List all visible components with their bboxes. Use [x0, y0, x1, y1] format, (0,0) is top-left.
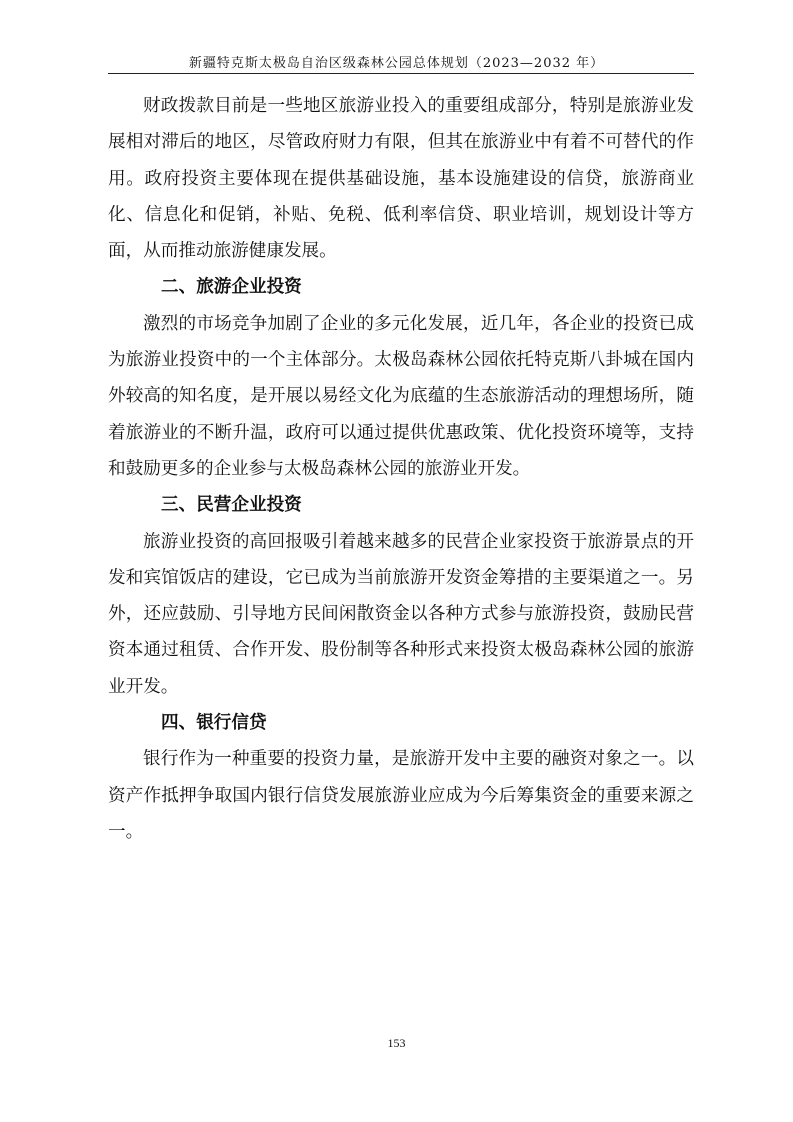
page-number: 153: [387, 1036, 406, 1050]
paragraph-private-investment: 旅游业投资的高回报吸引着越来越多的民营企业家投资于旅游景点的开发和宾馆饭店的建设，它已成为当前旅游开发资金筹措的主要渠道之一。另外，还应鼓励、引导地方民间闲散资金以各种方式参与旅游投资，鼓励民营资本通过租赁、合作开发、股份制等各种形式来投资太极岛森林公园的旅游业开发。: [108, 531, 694, 697]
paragraph-enterprise-investment: 激烈的市场竞争加剧了企业的多元化发展，近几年，各企业的投资已成为旅游业投资中的一个主体部分。太极岛森林公园依托特克斯八卦城在国内外较高的知名度，是开展以易经文化为底蕴的生态旅游活动的理想场所，随着旅游业的不断升温，政府可以通过提供优惠政策、优化投资环境等，支持和鼓励更多的企业参与太极岛森林公园的旅游业开发。: [108, 313, 694, 479]
page-body: [108, 88, 694, 850]
paragraph-government-funding: 财政拨款目前是一些地区旅游业投入的重要组成部分，特别是旅游业发展相对滞后的地区，尽管政府财力有限，但其在旅游业中有着不可替代的作用。政府投资主要体现在提供基础设施，基本设施建设的信贷，旅游商业化、信息化和促销，补贴、免税、低利率信贷、职业培训，规划设计等方面，从而推动旅游健康发展。: [108, 96, 694, 262]
paragraph-bank-credit: 银行作为一种重要的投资力量，是旅游开发中主要的融资对象之一。以资产作抵押争取国内银行信贷发展旅游业应成为今后筹集资金的重要来源之一。: [108, 749, 694, 842]
heading-private-investment: 三、民营企业投资: [161, 495, 302, 516]
running-header: 新疆特克斯太极岛自治区级森林公园总体规划（2023—2032 年）: [188, 56, 605, 71]
heading-enterprise-investment: 二、旅游企业投资: [161, 277, 302, 298]
heading-bank-credit: 四、银行信贷: [161, 713, 267, 734]
header-rule: [108, 73, 694, 74]
